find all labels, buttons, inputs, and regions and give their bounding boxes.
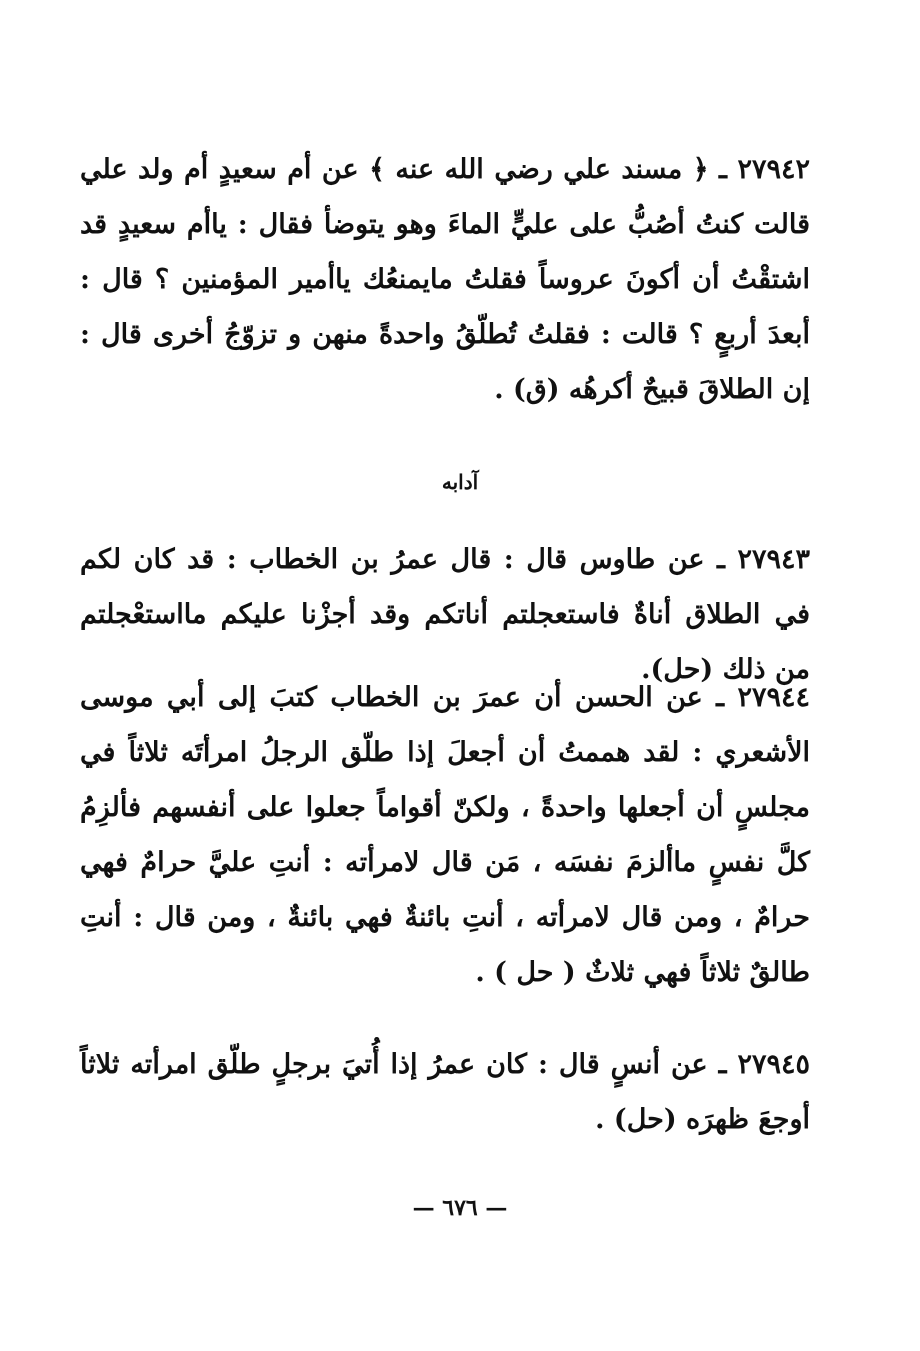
section-heading: آدابه bbox=[441, 470, 479, 494]
hadith-27944-paragraph: ٢٧٩٤٤ ـ عن الحسن أن عمرَ بن الخطاب كتبَ إلى أبي موسى الأشعري : لقد هممتُ أن أجعلَ إذا طلّق الرجلُ امرأتَه ثلاثاً في مجلسٍ أن أجعلها واحدةً ، ولكنّ أقواماً جعلوا على أنفسهم فألزِمُ كلَّ نفسٍ ماألزمَ نفسَه ، مَن قال لامرأته : أنتِ عليَّ حرامٌ فهي حرامٌ ، ومن قال لامرأته ، أنتِ بائنةٌ فهي بائنةٌ ، ومن قال : أنتِ طالقٌ ثلاثاً فهي ثلاثٌ ( حل ) . bbox=[80, 682, 810, 988]
hadith-27942-paragraph: ٢٧٩٤٢ ـ ﴿ مسند علي رضي الله عنه ﴾ عن أم سعيدٍ أم ولد علي قالت كنتُ أصُبُّ على عليٍّ الماءَ وهو يتوضأ فقال : ياأم سعيدٍ قد اشتقْتُ أن أكونَ عروساً فقلتُ مايمنعُك ياأمير المؤمنين ؟ قال : أبعدَ أربعٍ ؟ قالت : فقلتُ تُطلّقُ واحدةً منهن و تزوّجُ أخرى قال : إن الطلاقَ قبيحٌ أكرهُه (ق) . bbox=[80, 154, 810, 405]
hadith-27943-paragraph: ٢٧٩٤٣ ـ عن طاوس قال : قال عمرُ بن الخطاب : قد كان لكم في الطلاق أناةٌ فاستعجلتم أناتكم وقد أجزْنا عليكم مااستعْجلتم من ذلك (حل). bbox=[80, 544, 810, 685]
hadith-27945-paragraph: ٢٧٩٤٥ ـ عن أنسٍ قال : كان عمرُ إذا أُتيَ برجلٍ طلّق امرأته ثلاثاً أوجعَ ظهرَه (حل) . bbox=[80, 1049, 810, 1135]
page-number: — ٦٧٦ — bbox=[412, 1195, 508, 1221]
